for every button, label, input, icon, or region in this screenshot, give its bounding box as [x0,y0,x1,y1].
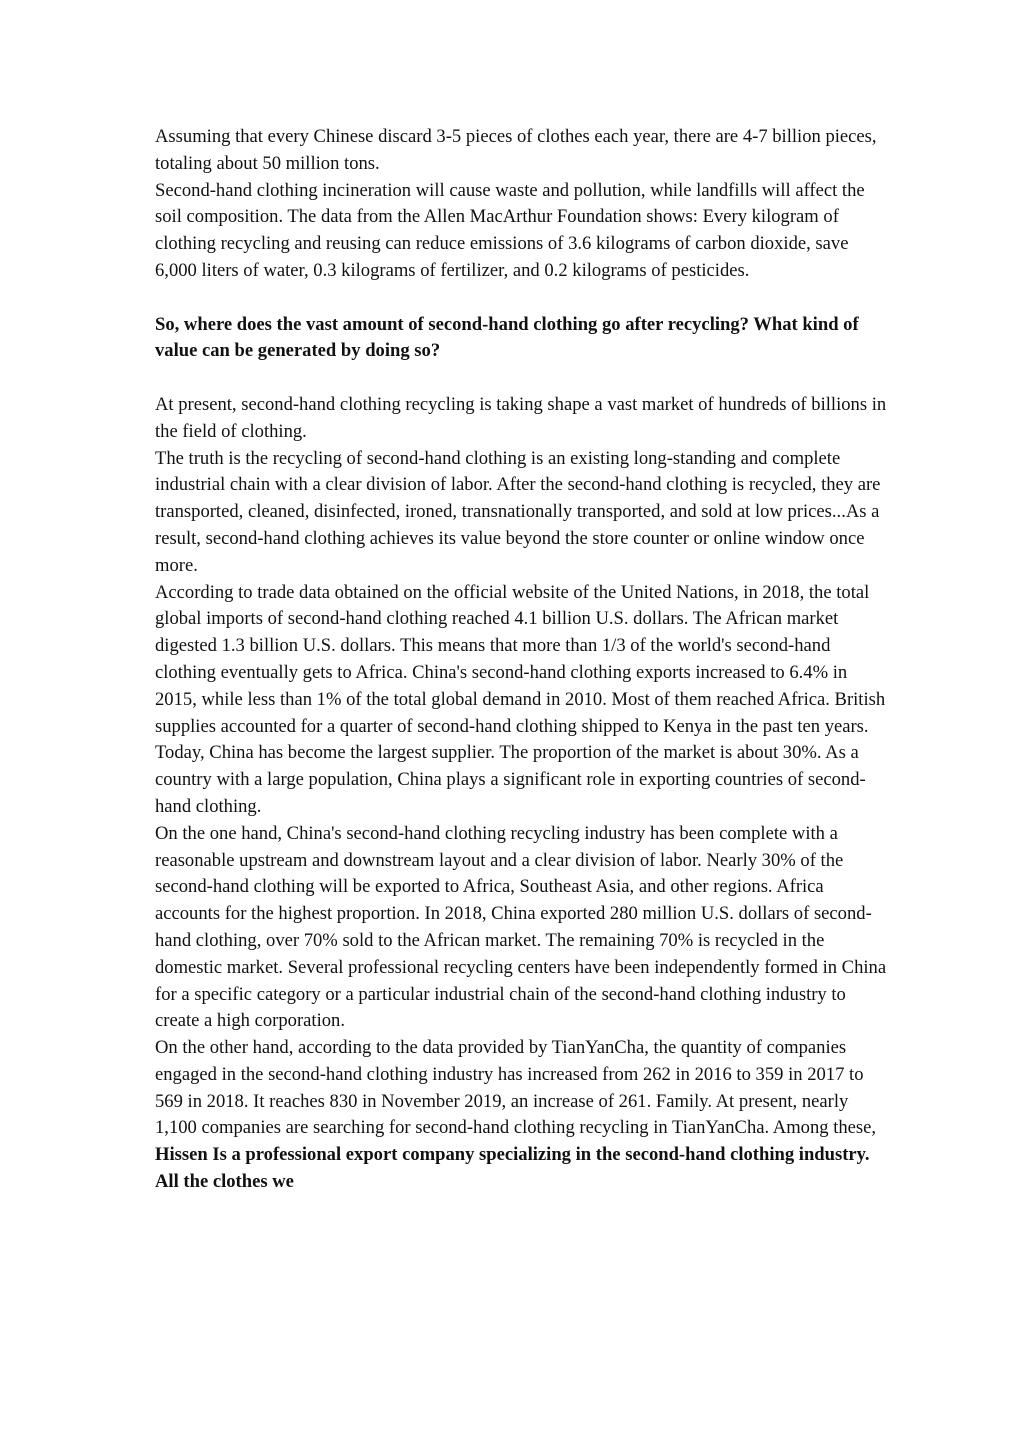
hissen-highlight-text: Hissen Is a professional export company specializing in the second-hand clothing industry. All the clothes we [155,1144,870,1193]
paragraph-clothes-discard: Assuming that every Chinese discard 3-5 pieces of clothes each year, there are 4-7 billion pieces, totaling about 50 million tons. [155,126,877,174]
paragraph-spacer [155,285,890,312]
paragraph-tianyancha-data [155,1035,890,1196]
paragraph-incineration-pollution: Second-hand clothing incineration will cause waste and pollution, while landfills will affect the soil composition. The data from the Allen MacArthur Foundation shows: Every kilogram of clothing recycling and reusing can reduce emissions of 3.6 kilograms of carbon dioxide, save 6,000 liters of water, 0.3 kilograms of fertilizer, and 0.2 kilograms of pesticides. [155,179,865,281]
section-question-heading: So, where does the vast amount of second-hand clothing go after recycling? What kind of value can be generated by doing so? [155,313,859,362]
paragraph-spacer [155,365,890,392]
paragraph-industrial-chain: The truth is the recycling of second-hand clothing is an existing long-standing and complete industrial chain with a clear division of labor. After the second-hand clothing is recycled, they are transported, cleaned, disinfected, ironed, transnationally transported, and sold at low prices...As a result, second-hand clothing achieves its value beyond the store counter or online window once more. [155,447,881,576]
document-page [155,124,890,1196]
tianyancha-text: On the other hand, according to the data provided by TianYanCha, the quantity of companies engaged in the second-hand clothing industry has increased from 262 in 2016 to 359 in 2017 to 569 in 2018. It reaches 830 in November 2019, an increase of 261. Family. At present, nearly 1,100 companies are searching for second-hand clothing recycling in TianYanCha. Among these, [155,1037,877,1139]
paragraph-market-shape: At present, second-hand clothing recycling is taking shape a vast market of hundreds of billions in the field of clothing. [155,393,887,442]
paragraph-china-industry: On the one hand, China's second-hand clothing recycling industry has been complete with a reasonable upstream and downstream layout and a clear division of labor. Nearly 30% of the second-hand clothing will be exported to Africa, Southeast Asia, and other regions. Africa accounts for the highest proportion. In 2018, China exported 280 million U.S. dollars of second-hand clothing, over 70% sold to the African market. The remaining 70% is recycled in the domestic market. Several professional recycling centers have been independently formed in China for a specific category or a particular industrial chain of the second-hand clothing industry to create a high corporation. [155,822,887,1032]
paragraph-un-trade-data: According to trade data obtained on the official website of the United Nations, in 2018, the total global imports of second-hand clothing reached 4.1 billion U.S. dollars. The African market digested 1.3 billion U.S. dollars. This means that more than 1/3 of the world's second-hand clothing eventually gets to Africa. China's second-hand clothing exports increased to 6.4% in 2015, while less than 1% of the total global demand in 2010. Most of them reached Africa. British supplies accounted for a quarter of second-hand clothing shipped to Kenya in the past ten years. Today, China has become the largest supplier. The proportion of the market is about 30%. As a country with a large population, China plays a significant role in exporting countries of second-hand clothing. [155,581,886,817]
